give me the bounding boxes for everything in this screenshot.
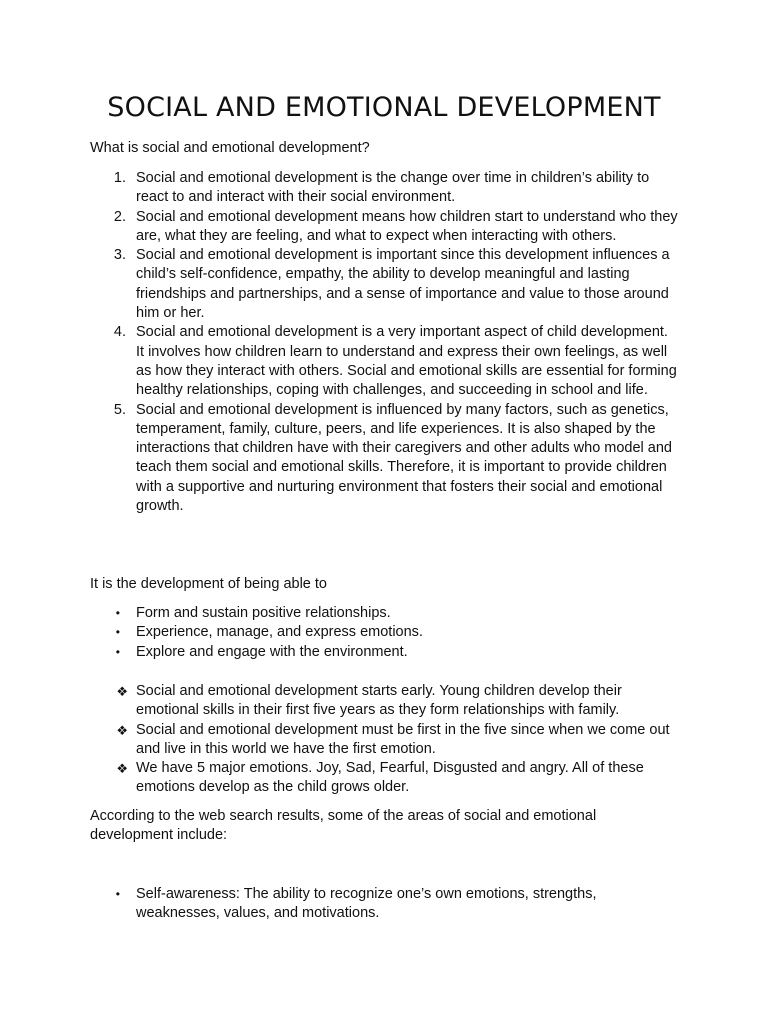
list-item-text: Explore and engage with the environment. xyxy=(136,643,408,660)
question-heading: What is social and emotional development? xyxy=(90,140,370,156)
bullet-list xyxy=(90,604,680,662)
bullet-icon: • xyxy=(115,606,120,620)
list-item-text: Experience, manage, and express emotions. xyxy=(136,624,423,641)
list-item xyxy=(90,885,680,924)
list-number: 1. xyxy=(113,170,126,186)
list-item-text: Social and emotional development starts early. Young children develop their emotional skills in their first five years as they form relationships with family. xyxy=(136,683,622,719)
list-number: 4. xyxy=(113,324,126,341)
diamond-bullet-icon: ❖ xyxy=(116,761,128,777)
list-item-text: Self-awareness: The ability to recognize one’s own emotions, strengths, weaknesses, values, and motivations. xyxy=(136,886,597,922)
list-item xyxy=(90,169,680,208)
list-number: 2. xyxy=(113,208,126,225)
list-item-text: Social and emotional development means how children start to understand who they are, what they are feeling, and what to expect when interacting with others. xyxy=(136,208,678,244)
list-item-text: We have 5 major emotions. Joy, Sad, Fearful, Disgusted and angry. All of these emotions develop as the child grows older. xyxy=(136,760,644,796)
bullet-icon: • xyxy=(115,644,120,659)
list-item-text: Social and emotional development must be first in the five since when we come out and live in this world we have the first emotion. xyxy=(136,721,670,757)
diamond-bullet-icon: ❖ xyxy=(116,684,128,699)
list-item xyxy=(90,721,680,760)
list-number: 5. xyxy=(113,401,126,418)
list-item xyxy=(90,246,680,323)
list-item xyxy=(90,604,680,623)
list-item xyxy=(90,401,680,517)
bullet-icon: • xyxy=(115,887,120,901)
numbered-list xyxy=(90,169,680,516)
areas-list xyxy=(90,885,680,924)
list-item xyxy=(90,623,680,642)
being-able-intro: It is the development of being able to xyxy=(90,576,327,592)
list-item xyxy=(90,643,680,662)
list-item xyxy=(90,759,680,798)
list-item xyxy=(90,682,680,721)
list-item-text: Social and emotional development is a very important aspect of child development. It involves how children learn to understand and express their own feelings, as well as how they interact with others. Social and emotional skills are essential for forming healthy relationships, coping with challenges, and succeeding in school and life. xyxy=(136,324,677,399)
diamond-list xyxy=(90,682,680,798)
list-item xyxy=(90,208,680,247)
bullet-icon: • xyxy=(115,625,120,640)
diamond-bullet-icon: ❖ xyxy=(116,722,128,738)
list-item xyxy=(90,323,680,400)
list-number: 3. xyxy=(113,247,126,264)
list-item-text: Social and emotional development is important since this development influences a child’s self-confidence, empathy, the ability to develop meaningful and lasting friendships and partnerships, and a sense of importance and value to those around him or her. xyxy=(136,247,670,322)
page-title: SOCIAL AND EMOTIONAL DEVELOPMENT xyxy=(107,92,661,123)
list-item-text: Social and emotional development is the change over time in children’s ability to react to and interact with their social environment. xyxy=(136,170,650,206)
web-search-intro: According to the web search results, some of the areas of social and emotional development include: xyxy=(90,808,597,844)
list-item-text: Form and sustain positive relationships. xyxy=(136,605,391,621)
list-item-text: Social and emotional development is influenced by many factors, such as genetics, temperament, family, culture, peers, and life experiences. It is also shaped by the interactions that children have with their caregivers and other adults who model and teach them social and emotional skills. Therefore, it is important to provide children with a supportive and nurturing environment that fosters their social and emotional growth. xyxy=(136,401,672,515)
